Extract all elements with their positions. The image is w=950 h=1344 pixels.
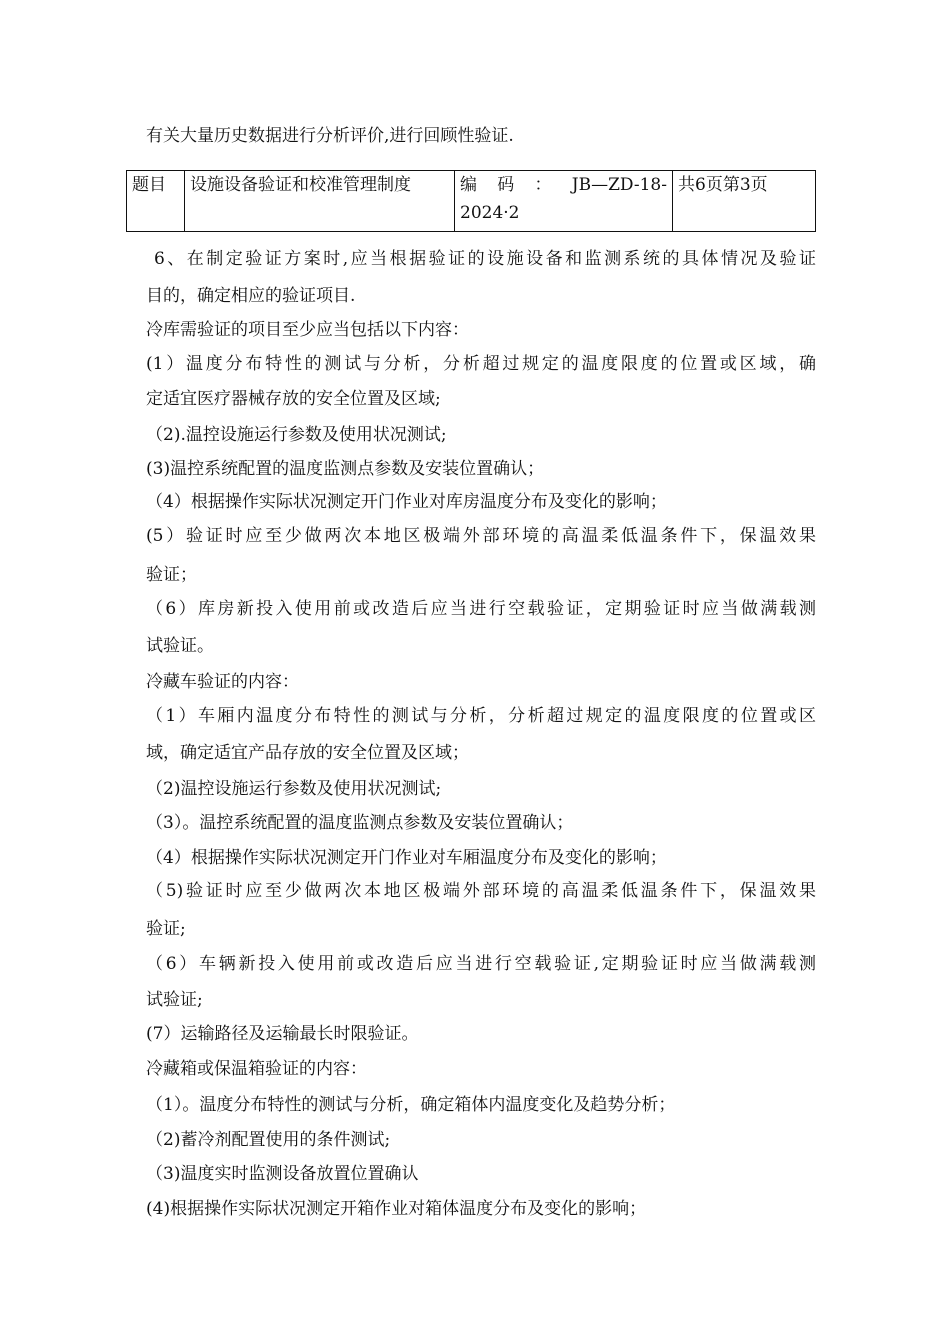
body-line: (3)温控系统配置的温度监测点参数及安装位置确认； [146,459,545,479]
code-value-2: 2024·2 [460,203,520,223]
body-line: 冷库需验证的项目至少应当包括以下内容： [146,320,469,340]
body-line: （4）根据操作实际状况测定开门作业对库房温度分布及变化的影响； [146,492,667,512]
body-line: （3）。温控系统配置的温度监测点参数及安装位置确认； [146,813,574,833]
body-line: 验证; [146,919,186,939]
body-line: 冷藏车验证的内容： [146,672,299,692]
body-line: （2)蓄冷剂配置使用的条件测试; [146,1130,391,1150]
body-line: 目的，确定相应的验证项目. [146,286,356,306]
intro-paragraph: 有关大量历史数据进行分析评价,进行回顾性验证. [146,126,514,146]
body-line: (1）温度分布特性的测试与分析，分析超过规定的温度限度的位置或区域，确 [146,354,816,374]
code-label-2: 码 [497,175,515,195]
body-line: （3)温度实时监测设备放置位置确认 [146,1164,419,1184]
body-line: (7）运输路径及运输最长时限验证。 [146,1024,419,1044]
body-line: （6）车辆新投入使用前或改造后应当进行空载验证,定期验证时应当做满载测 [146,954,816,974]
code-cell [455,171,673,232]
page-info: 共6页第3页 [673,171,816,232]
body-line: （2)温控设施运行参数及使用状况测试; [146,779,442,799]
body-line: 域，确定适宜产品存放的安全位置及区域； [146,743,469,763]
body-line: （1）。温度分布特性的测试与分析，确定箱体内温度变化及趋势分析； [146,1095,676,1115]
code-label-1: 编 [460,175,477,195]
body-line: （6）库房新投入使用前或改造后应当进行空载验证，定期验证时应当做满载测 [146,599,816,619]
header-table [126,170,816,232]
body-line: (4)根据操作实际状况测定开箱作业对箱体温度分布及变化的影响； [146,1199,647,1219]
body-line: （1）车厢内温度分布特性的测试与分析，分析超过规定的温度限度的位置或区 [146,706,816,726]
body-line: 定适宜医疗器械存放的安全位置及区域; [146,389,441,409]
subject-label: 题目 [127,171,185,232]
body-line: 试验证。 [146,636,214,656]
body-line: 冷藏箱或保温箱验证的内容： [146,1059,367,1079]
body-line: 验证； [146,565,197,585]
body-line: （2).温控设施运行参数及使用状况测试; [146,425,447,445]
code-value-1: JB—ZD-18- [571,175,667,195]
body-line: 试验证; [146,990,203,1010]
body-line: (5）验证时应至少做两次本地区极端外部环境的高温柔低温条件下，保温效果 [146,526,816,546]
body-line: （5)验证时应至少做两次本地区极端外部环境的高温柔低温条件下，保温效果 [146,881,816,901]
body-line: 6、在制定验证方案时,应当根据验证的设施设备和监测系统的具体情况及验证 [154,249,816,269]
subject-value: 设施设备验证和校准管理制度 [185,171,455,232]
code-colon: ： [534,175,552,195]
body-line: （4）根据操作实际状况测定开门作业对车厢温度分布及变化的影响； [146,848,667,868]
